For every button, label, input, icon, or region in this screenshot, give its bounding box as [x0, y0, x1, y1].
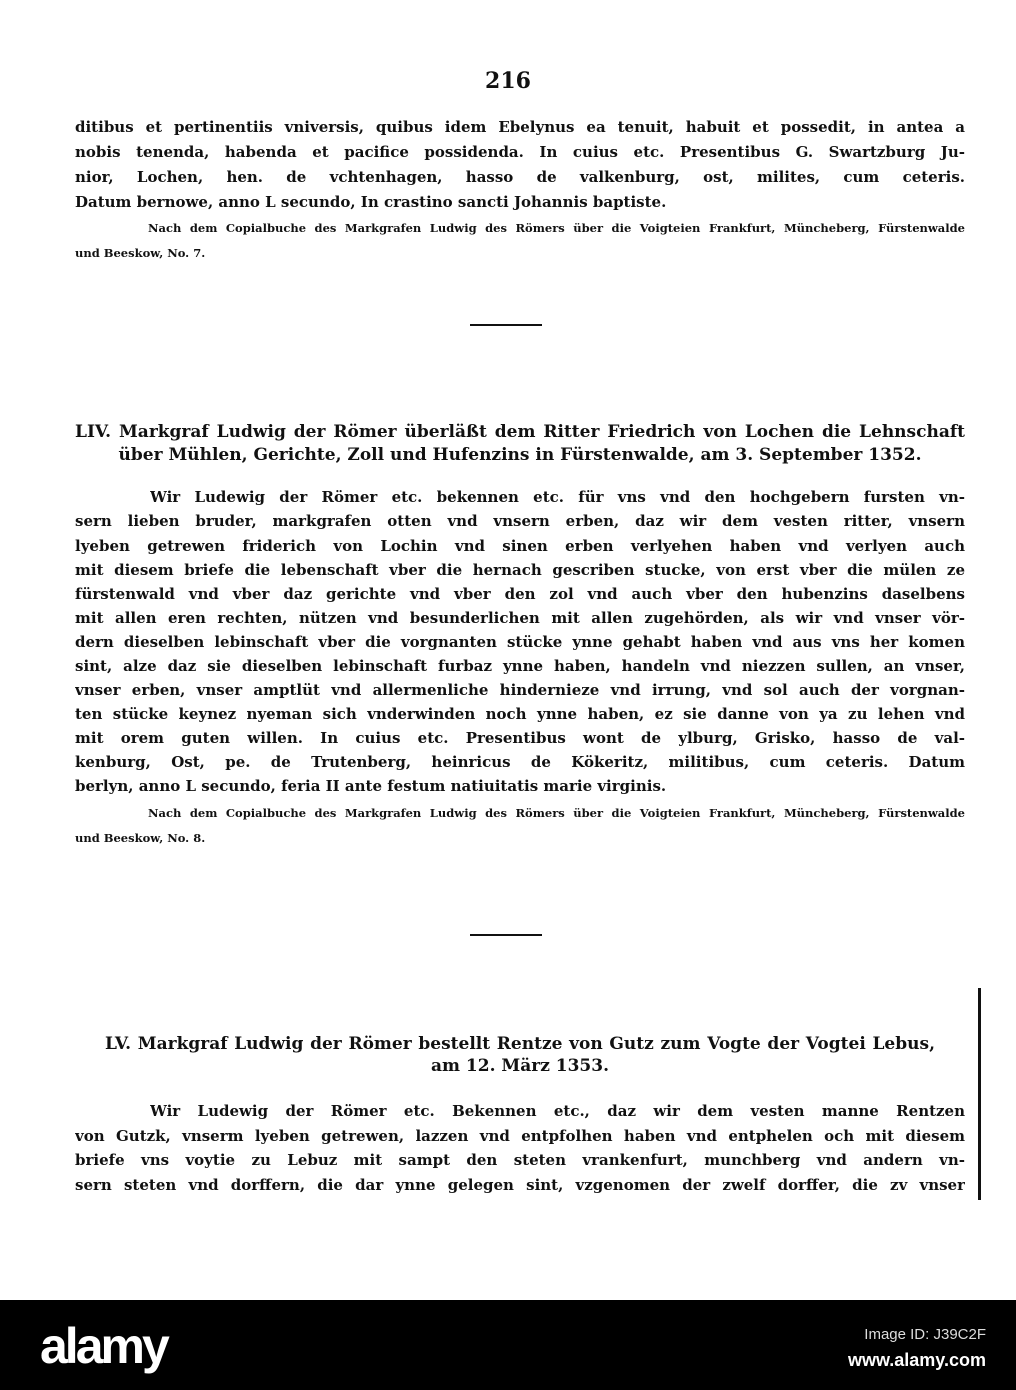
section-heading: LV. Markgraf Ludwig der Römer bestellt Rentze von Gutz zum Vogte der Vogtei Lebus,: [105, 1034, 935, 1054]
text-line: nior, Lochen, hen. de vchtenhagen, hasso de valkenburg, ost, milites, cum ceteris.: [75, 168, 965, 186]
section-heading: über Mühlen, Gerichte, Zoll und Hufenzins in Fürstenwalde, am 3. September 1352.: [118, 445, 922, 465]
text-line: nobis tenenda, habenda et pacifice possidenda. In cuius etc. Presentibus G. Swartzburg Ju-: [75, 143, 965, 161]
text-line: sern lieben bruder, markgrafen otten vnd vnsern erben, daz wir dem vesten ritter, vnsern: [75, 512, 965, 530]
text-line: sint, alze daz sie dieselben lebinschaft furbaz ynne haben, handeln vnd niezzen sullen, an vnser,: [75, 657, 965, 675]
text-line: ten stücke keynez nyeman sich vnderwinden noch ynne haben, ez sie danne von ya zu lehen vnd: [75, 705, 965, 723]
page-number: 216: [485, 68, 531, 94]
text-line: Datum bernowe, anno L secundo, In crastino sancti Johannis baptiste.: [75, 193, 667, 211]
text-line: Wir Ludewig der Römer etc. bekennen etc. für vns vnd den hochgebern fursten vn-: [150, 488, 965, 506]
margin-bar: [978, 988, 981, 1200]
text-line: mit allen eren rechten, nützen vnd besunderlichen mit allen zugehörden, als wir vnd vnser vör-: [75, 609, 965, 627]
section-divider: [470, 324, 542, 326]
text-line: fürstenwald vnd vber daz gerichte vnd vber den zol vnd auch vber den hubenzins daselbens: [75, 585, 965, 603]
text-line: lyeben getrewen friderich von Lochin vnd sinen erben verlyehen haben vnd verlyen auch: [75, 537, 965, 555]
footnote-line: Nach dem Copialbuche des Markgrafen Ludwig des Römers über die Voigteien Frankfurt, Müncheberg, Fürstenwalde: [148, 806, 965, 820]
text-line: vnser erben, vnser amptlüt vnd allermenliche hindernieze vnd irrung, vnd sol auch der vorgnan-: [75, 681, 965, 699]
section-divider: [470, 934, 542, 936]
text-line: berlyn, anno L secundo, feria II ante festum natiuitatis marie virginis.: [75, 777, 667, 795]
text-line: Wir Ludewig der Römer etc. Bekennen etc., daz wir dem vesten manne Rentzen: [150, 1102, 965, 1120]
text-line: sern steten vnd dorffern, die dar ynne gelegen sint, vzgenomen der zwelf dorffer, die zv vnser: [75, 1176, 965, 1194]
footnote-line: und Beeskow, No. 8.: [75, 831, 206, 845]
alamy-logo: alamy: [40, 1318, 167, 1374]
image-id: Image ID: J39C2F: [864, 1326, 986, 1343]
text-line: dern dieselben lebinschaft vber die vorgnanten stücke ynne gehabt haben vnd aus vns her komen: [75, 633, 965, 651]
text-line: ditibus et pertinentiis vniversis, quibus idem Ebelynus ea tenuit, habuit et possedit, in antea a: [75, 118, 965, 136]
watermark-banner: [0, 1300, 1016, 1390]
text-line: von Gutzk, vnserm lyeben getrewen, lazzen vnd entpfolhen haben vnd entphelen och mit diesem: [75, 1127, 965, 1145]
footnote-line: und Beeskow, No. 7.: [75, 246, 206, 260]
text-line: briefe vns voytie zu Lebuz mit sampt den steten vrankenfurt, munchberg vnd andern vn-: [75, 1151, 965, 1169]
text-line: mit orem guten willen. In cuius etc. Presentibus wont de ylburg, Grisko, hasso de val-: [75, 729, 965, 747]
section-heading: am 12. März 1353.: [430, 1056, 609, 1076]
text-line: kenburg, Ost, pe. de Trutenberg, heinricus de Kökeritz, militibus, cum ceteris. Datum: [75, 753, 965, 771]
footnote-line: Nach dem Copialbuche des Markgrafen Ludwig des Römers über die Voigteien Frankfurt, Müncheberg, Fürstenwalde: [148, 221, 965, 235]
site-url: www.alamy.com: [847, 1350, 986, 1370]
text-line: mit diesem briefe die lebenschaft vber die hernach gescriben stucke, von erst vber die mülen ze: [75, 561, 965, 579]
section-heading: LIV. Markgraf Ludwig der Römer überläßt dem Ritter Friedrich von Lochen die Lehnschaft: [75, 422, 965, 442]
